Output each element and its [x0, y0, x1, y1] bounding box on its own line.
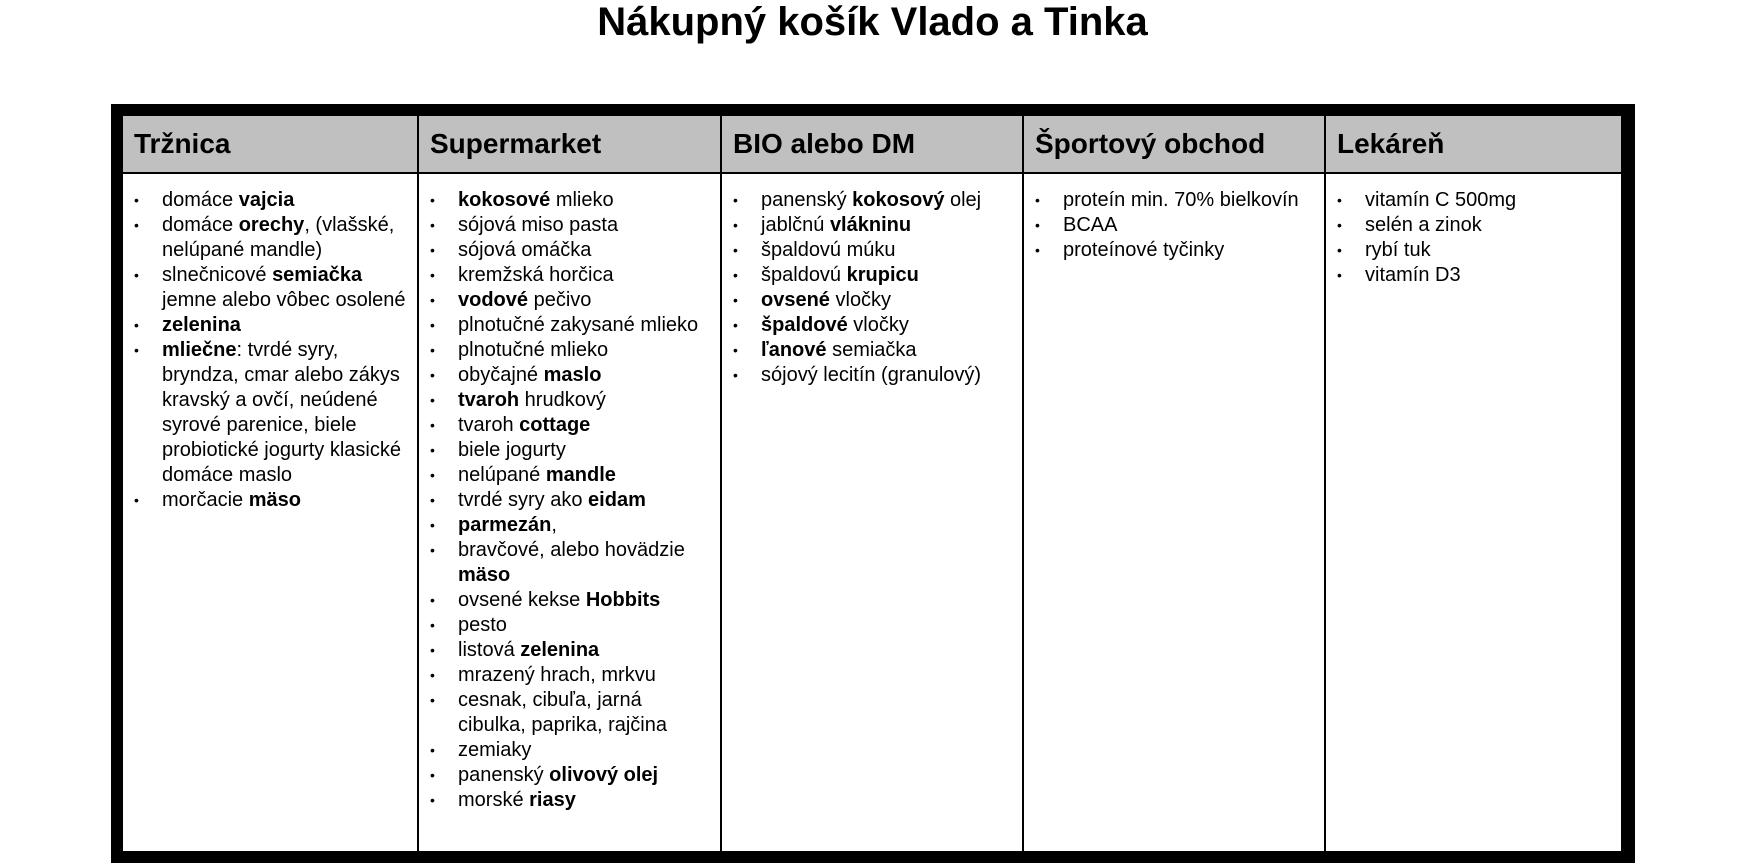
item-text: olej: [944, 189, 982, 211]
list-item: [1024, 213, 1324, 238]
item-text: mrazený hrach, mrkvu: [458, 664, 656, 686]
shopping-table-grid: [123, 116, 1621, 851]
item-text-bold: krupicu: [846, 264, 919, 286]
item-text: pečivo: [528, 289, 592, 311]
item-text: , (vlašské, nelúpané mandle): [162, 214, 395, 261]
item-text: proteínové tyčinky: [1063, 239, 1225, 261]
column-header: BIO alebo DM: [722, 116, 1022, 174]
list-item: [419, 413, 720, 438]
list-item: [1024, 188, 1324, 213]
list-item: [419, 788, 720, 813]
list-item: [419, 288, 720, 313]
column-supermarket: [419, 116, 722, 851]
item-text: sójová miso pasta: [458, 214, 619, 236]
item-text: vitamín D3: [1365, 264, 1461, 286]
item-text: bravčové, alebo hovädzie: [458, 539, 685, 561]
list-item: [123, 338, 417, 488]
item-text-bold: parmezán: [458, 514, 552, 536]
item-text: semiačka: [826, 339, 917, 361]
item-text: panenský: [458, 764, 550, 786]
item-text: sójová omáčka: [458, 239, 592, 261]
item-text: selén a zinok: [1365, 214, 1482, 236]
list-item: [419, 488, 720, 513]
item-text-bold: vodové: [458, 289, 529, 311]
item-text: biele jogurty: [458, 439, 566, 461]
list-item: [1326, 238, 1621, 263]
item-text-bold: cottage: [519, 414, 591, 436]
item-text: kremžská horčica: [458, 264, 614, 286]
list-item: [123, 488, 417, 513]
item-text: ,: [551, 514, 557, 536]
item-text-bold: mäso: [248, 489, 301, 511]
item-text: rybí tuk: [1365, 239, 1431, 261]
item-text-bold: maslo: [543, 364, 602, 386]
item-text-bold: tvaroh: [458, 389, 520, 411]
list-item: [419, 613, 720, 638]
item-text: domáce: [162, 189, 239, 211]
list-item: [123, 313, 417, 338]
list-item: [123, 263, 417, 313]
list-item: [1024, 238, 1324, 263]
item-text-bold: olivový olej: [549, 764, 659, 786]
column-body: [1024, 174, 1324, 851]
column-sportovy-obchod: [1024, 116, 1326, 851]
list-item: [722, 188, 1022, 213]
item-text-bold: zelenina: [162, 314, 241, 336]
list-item: [419, 438, 720, 463]
column-header: Tržnica: [123, 116, 417, 174]
list-item: [419, 513, 720, 538]
shopping-table: [111, 104, 1635, 863]
item-text: listová: [458, 639, 521, 661]
item-list: [1024, 188, 1324, 263]
item-text-bold: kokosový: [852, 189, 945, 211]
item-text: jemne alebo vôbec osolené: [162, 289, 406, 311]
item-text: sójový lecitín (granulový): [761, 364, 982, 386]
page-title: Nákupný košík Vlado a Tinka: [597, 0, 1148, 44]
item-text: cesnak, cibuľa, jarná cibulka, paprika, rajčina: [458, 689, 667, 736]
list-item: [722, 338, 1022, 363]
list-item: [1326, 213, 1621, 238]
item-text-bold: orechy: [238, 214, 305, 236]
column-body: [722, 174, 1022, 851]
item-text: obyčajné: [458, 364, 544, 386]
list-item: [419, 638, 720, 663]
list-item: [419, 688, 720, 738]
item-text-bold: zelenina: [520, 639, 600, 661]
list-item: [419, 763, 720, 788]
list-item: [419, 738, 720, 763]
item-text: nelúpané: [458, 464, 546, 486]
list-item: [1326, 263, 1621, 288]
column-header: Športový obchod: [1024, 116, 1324, 174]
item-text: vitamín C 500mg: [1365, 189, 1517, 211]
column-body: [1326, 174, 1621, 851]
list-item: [419, 263, 720, 288]
list-item: [419, 588, 720, 613]
list-item: [722, 263, 1022, 288]
item-list: [722, 188, 1022, 388]
column-trznica: [123, 116, 419, 851]
item-text: ovsené kekse: [458, 589, 586, 611]
item-text-bold: ovsené: [761, 289, 830, 311]
item-text: jablčnú: [761, 214, 830, 236]
list-item: [419, 338, 720, 363]
item-list: [123, 188, 417, 513]
column-header: Lekáreň: [1326, 116, 1621, 174]
item-text: vločky: [847, 314, 909, 336]
item-text: panenský: [761, 189, 853, 211]
item-text: : tvrdé syry, bryndza, cmar alebo zákys kravský a ovčí, neúdené syrové parenice, biele probiotické jogurty klasické domáce maslo: [162, 339, 401, 486]
column-body: [123, 174, 417, 851]
item-text-bold: mäso: [458, 564, 511, 586]
item-text: mlieko: [550, 189, 614, 211]
list-item: [722, 238, 1022, 263]
column-bio-dm: [722, 116, 1024, 851]
list-item: [419, 238, 720, 263]
list-item: [419, 388, 720, 413]
item-text: hrudkový: [519, 389, 606, 411]
list-item: [123, 188, 417, 213]
item-text-bold: eidam: [588, 489, 646, 511]
item-text-bold: vlákninu: [829, 214, 912, 236]
item-text: proteín min. 70% bielkovín: [1063, 189, 1299, 211]
item-text-bold: vajcia: [238, 189, 295, 211]
list-item: [419, 663, 720, 688]
item-text: morčacie: [162, 489, 249, 511]
item-text: plnotučné zakysané mlieko: [458, 314, 699, 336]
item-text-bold: špaldové: [761, 314, 848, 336]
column-body: [419, 174, 720, 851]
item-text-bold: riasy: [529, 789, 576, 811]
list-item: [1326, 188, 1621, 213]
item-text: slnečnicové: [162, 264, 273, 286]
list-item: [419, 538, 720, 588]
list-item: [722, 213, 1022, 238]
item-list: [1326, 188, 1621, 288]
item-text-bold: ľanové: [761, 339, 827, 361]
item-text: plnotučné mlieko: [458, 339, 609, 361]
item-text-bold: kokosové: [458, 189, 551, 211]
item-text-bold: Hobbits: [585, 589, 661, 611]
list-item: [419, 313, 720, 338]
item-text: zemiaky: [458, 739, 532, 761]
list-item: [722, 363, 1022, 388]
list-item: [722, 288, 1022, 313]
item-text: špaldovú múku: [761, 239, 896, 261]
item-text-bold: mliečne: [162, 339, 237, 361]
item-text: špaldovú: [761, 264, 847, 286]
item-text: pesto: [458, 614, 507, 636]
item-text: BCAA: [1063, 214, 1118, 236]
item-text: vločky: [829, 289, 892, 311]
item-text: domáce: [162, 214, 239, 236]
item-text: morské: [458, 789, 530, 811]
list-item: [419, 213, 720, 238]
column-lekaren: [1326, 116, 1621, 851]
list-item: [722, 313, 1022, 338]
item-list: [419, 188, 720, 813]
item-text: tvrdé syry ako: [458, 489, 589, 511]
list-item: [123, 213, 417, 263]
item-text-bold: mandle: [545, 464, 616, 486]
column-header: Supermarket: [419, 116, 720, 174]
item-text: tvaroh: [458, 414, 520, 436]
item-text-bold: semiačka: [272, 264, 363, 286]
list-item: [419, 188, 720, 213]
list-item: [419, 363, 720, 388]
list-item: [419, 463, 720, 488]
